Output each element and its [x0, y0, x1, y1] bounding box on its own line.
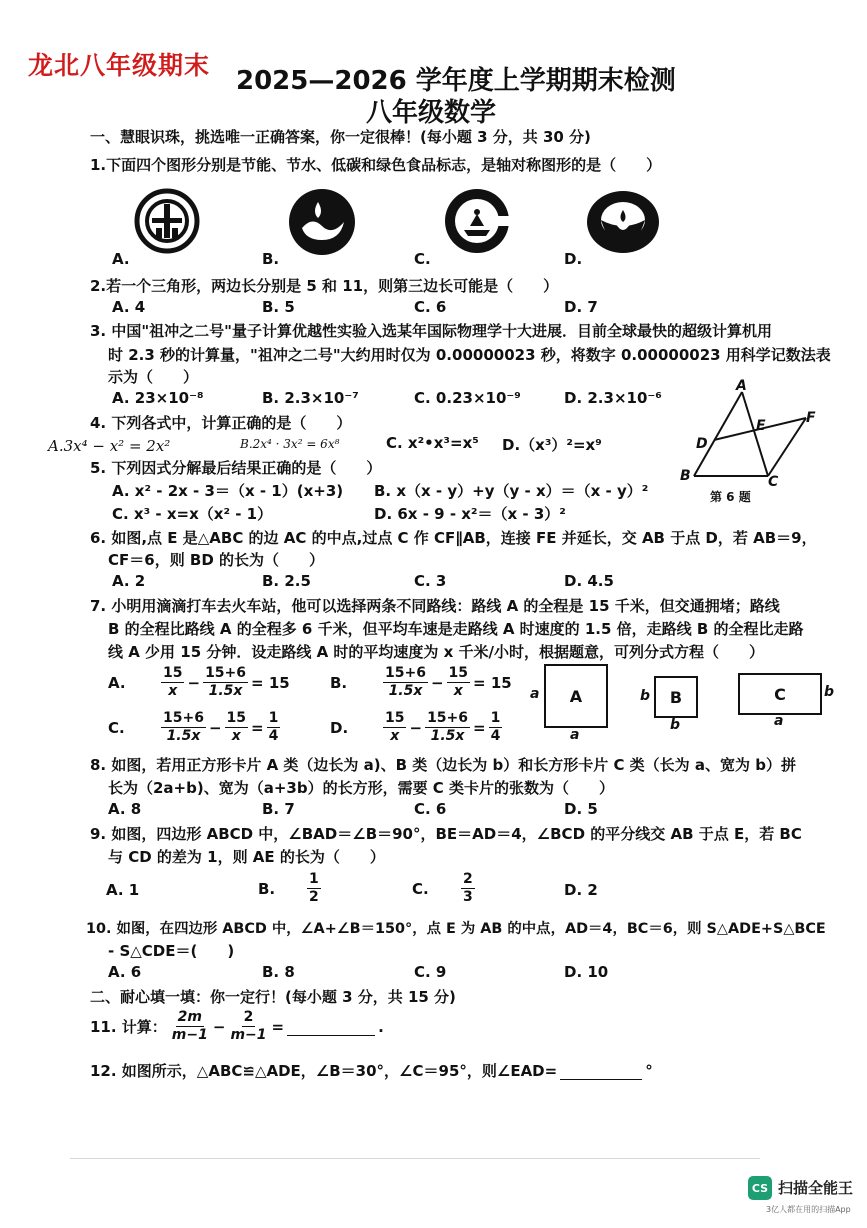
q7-line-1: 7. 小明用滴滴打车去火车站，他可以选择两条不同路线：路线 A 的全程是 15 千米，但交通拥堵；路线 — [90, 597, 780, 615]
green-food-logo-icon — [586, 190, 660, 254]
fig6-label-c: C — [768, 474, 779, 490]
section-heading-1: 一、慧眼识珠，挑选唯一正确答案，你一定很棒！(每小题 3 分，共 30 分) — [90, 128, 591, 146]
q9-option-b[interactable]: B. $\frac{1}{2}$ — [258, 871, 319, 905]
q5-option-b[interactable]: B. x（x - y）+y（y - x）＝（x - y）² — [374, 482, 649, 500]
q10-option-d[interactable]: D. 10 — [564, 963, 609, 981]
card-c-side-label: b — [824, 684, 835, 700]
q8-option-b[interactable]: B. 7 — [262, 800, 295, 818]
footer-divider — [70, 1158, 760, 1159]
source-tag: 龙北八年级期末 — [28, 51, 211, 80]
section-heading-2: 二、耐心填一填：你一定行！(每小题 3 分，共 15 分) — [90, 988, 456, 1006]
q7-option-c[interactable]: C. $\frac{15+6}{1.5x}$ − $\frac{15}{x}$ = $\frac{1}{4}$ — [108, 710, 279, 744]
q10-line-1: 10. 如图，在四边形 ABCD 中，∠A+∠B＝150°，点 E 为 AB 的中点，AD＝4，BC＝6，则 S△ADE+S△BCE — [86, 921, 826, 937]
q5-stem: 5. 下列因式分解最后结果正确的是（ ） — [90, 459, 382, 477]
q3-option-a[interactable]: A. 23×10⁻⁸ — [112, 389, 204, 407]
q9-option-a[interactable]: A. 1 — [106, 881, 140, 899]
q7-option-a[interactable]: A. $\frac{15}{x}$ − $\frac{15+6}{1.5x}$ = 15 — [108, 665, 290, 699]
fig6-label-d: D — [696, 436, 708, 452]
camscanner-brand: 扫描全能王 — [778, 1179, 854, 1197]
q1-option-d[interactable]: D. — [564, 250, 583, 268]
q3-line-3: 示为（ ） — [108, 368, 199, 386]
q4-option-d[interactable]: D.（x³）²=x⁹ — [502, 436, 602, 454]
q1-option-c[interactable]: C. — [414, 250, 431, 268]
q1-option-a[interactable]: A. — [112, 250, 130, 268]
q2-option-d[interactable]: D. 7 — [564, 298, 598, 316]
q11-answer-blank[interactable] — [287, 1017, 375, 1036]
low-carbon-logo-icon — [444, 188, 510, 254]
card-a-bottom-label: a — [570, 727, 580, 743]
q6-option-a[interactable]: A. 2 — [112, 572, 146, 590]
camscanner-logo-icon: CS — [748, 1176, 772, 1200]
fig6-caption: 第 6 题 — [710, 490, 751, 504]
fig6-label-a: A — [736, 378, 747, 394]
fig6-label-b: B — [680, 468, 691, 484]
fig6-label-e: E — [756, 418, 766, 434]
q7-line-2: B 的全程比路线 A 的全程多 6 千米，但平均车速是走路线 A 时速度的 1.5 倍，走路线 B 的全程比走路 — [108, 620, 804, 638]
q12-answer-blank[interactable] — [560, 1061, 642, 1080]
q8-line-1: 8. 如图，若用正方形卡片 A 类（边长为 a)、B 类（边长为 b）和长方形卡片 C 类（长为 a、宽为 b）拼 — [90, 756, 796, 774]
q8-option-a[interactable]: A. 8 — [108, 800, 142, 818]
q1-option-b[interactable]: B. — [262, 250, 280, 268]
q2-option-a[interactable]: A. 4 — [112, 298, 146, 316]
q2-stem: 2.若一个三角形，两边长分别是 5 和 11，则第三边长可能是（ ） — [90, 277, 559, 295]
q4-option-c[interactable]: C. x²•x³=x⁵ — [386, 434, 479, 452]
q10-option-b[interactable]: B. 8 — [262, 963, 295, 981]
fig6-label-f: F — [806, 410, 816, 426]
q9-line-2: 与 CD 的差为 1，则 AE 的长为（ ） — [108, 848, 385, 866]
q4-option-a[interactable]: A.3x⁴ − x² = 2x² — [48, 437, 171, 455]
q7-option-d[interactable]: D. $\frac{15}{x}$ − $\frac{15+6}{1.5x}$ = $\frac{1}{4}$ — [330, 710, 501, 744]
exam-title: 2025—2026 学年度上学期期末检测 — [236, 66, 676, 96]
q5-option-a[interactable]: A. x² - 2x - 3＝（x - 1）(x+3) — [112, 482, 344, 500]
q8-option-c[interactable]: C. 6 — [414, 800, 447, 818]
q3-option-c[interactable]: C. 0.23×10⁻⁹ — [414, 389, 521, 407]
energy-saving-logo-icon — [134, 188, 200, 254]
card-a-side-label: a — [530, 686, 540, 702]
card-b-side-label: b — [640, 688, 651, 704]
q7-option-b[interactable]: B. $\frac{15+6}{1.5x}$ − $\frac{15}{x}$ = 15 — [330, 665, 512, 699]
q10-option-a[interactable]: A. 6 — [108, 963, 142, 981]
q12: 12. 如图所示，△ABC≌△ADE，∠B＝30°，∠C＝95°，则∠EAD= ° — [90, 1061, 653, 1080]
water-saving-logo-icon — [288, 188, 356, 256]
q9-option-c[interactable]: C. $\frac{2}{3}$ — [412, 871, 473, 905]
q6-line-1: 6. 如图,点 E 是△ABC 的边 AC 的中点,过点 C 作 CF∥AB，连接 FE 并延长，交 AB 于点 D，若 AB＝9， — [90, 529, 817, 547]
q2-option-b[interactable]: B. 5 — [262, 298, 295, 316]
q6-line-2: CF＝6，则 BD 的长为（ ） — [108, 551, 325, 569]
triangle-figure-q6 — [676, 378, 826, 508]
card-b-bottom-label: b — [670, 717, 681, 733]
q1-stem: 1.下面四个图形分别是节能、节水、低碳和绿色食品标志，是轴对称图形的是（ ） — [90, 156, 662, 174]
exam-subtitle: 八年级数学 — [366, 98, 497, 128]
q6-option-b[interactable]: B. 2.5 — [262, 572, 311, 590]
q3-option-b[interactable]: B. 2.3×10⁻⁷ — [262, 389, 359, 407]
q4-stem: 4. 下列各式中，计算正确的是（ ） — [90, 414, 352, 432]
card-b-square: B — [654, 676, 698, 718]
q3-line-1: 3. 中国"祖冲之二号"量子计算优越性实验入选某年国际物理学十大进展．目前全球最快的超级计算机用 — [90, 322, 772, 340]
q11: 11. 计算： $\frac{2m}{m-1}$ − $\frac{2}{m-1}$ = . — [90, 1009, 384, 1043]
q10-line-2: - S△CDE＝( ) — [108, 942, 235, 960]
card-c-bottom-label: a — [774, 713, 784, 729]
q3-line-2: 时 2.3 秒的计算量，"祖冲之二号"大约用时仅为 0.00000023 秒，将数字 0.00000023 用科学记数法表 — [108, 346, 831, 364]
q7-line-3: 线 A 少用 15 分钟．设走路线 A 时的平均速度为 x 千米/小时，根据题意，可列分式方程（ ） — [108, 643, 765, 661]
q6-option-d[interactable]: D. 4.5 — [564, 572, 614, 590]
q3-option-d[interactable]: D. 2.3×10⁻⁶ — [564, 389, 662, 407]
q6-option-c[interactable]: C. 3 — [414, 572, 447, 590]
q5-option-d[interactable]: D. 6x - 9 - x²＝（x - 3）² — [374, 505, 566, 523]
card-c-rectangle: C — [738, 673, 822, 715]
q9-line-1: 9. 如图，四边形 ABCD 中，∠BAD＝∠B＝90°，BE＝AD＝4，∠BCD 的平分线交 AB 于点 E，若 BC — [90, 825, 802, 843]
q5-option-c[interactable]: C. x³ - x=x（x² - 1） — [112, 505, 273, 523]
q4-option-b[interactable]: B.2x⁴ · 3x² = 6x⁸ — [240, 437, 340, 451]
q2-option-c[interactable]: C. 6 — [414, 298, 447, 316]
q8-option-d[interactable]: D. 5 — [564, 800, 598, 818]
q8-line-2: 长为（2a+b)、宽为（a+3b）的长方形，需要 C 类卡片的张数为（ ） — [108, 779, 615, 797]
q9-option-d[interactable]: D. 2 — [564, 881, 598, 899]
camscanner-tagline: 3亿人都在用的扫描App — [766, 1205, 851, 1214]
card-a-square: A — [544, 664, 608, 728]
q10-option-c[interactable]: C. 9 — [414, 963, 447, 981]
